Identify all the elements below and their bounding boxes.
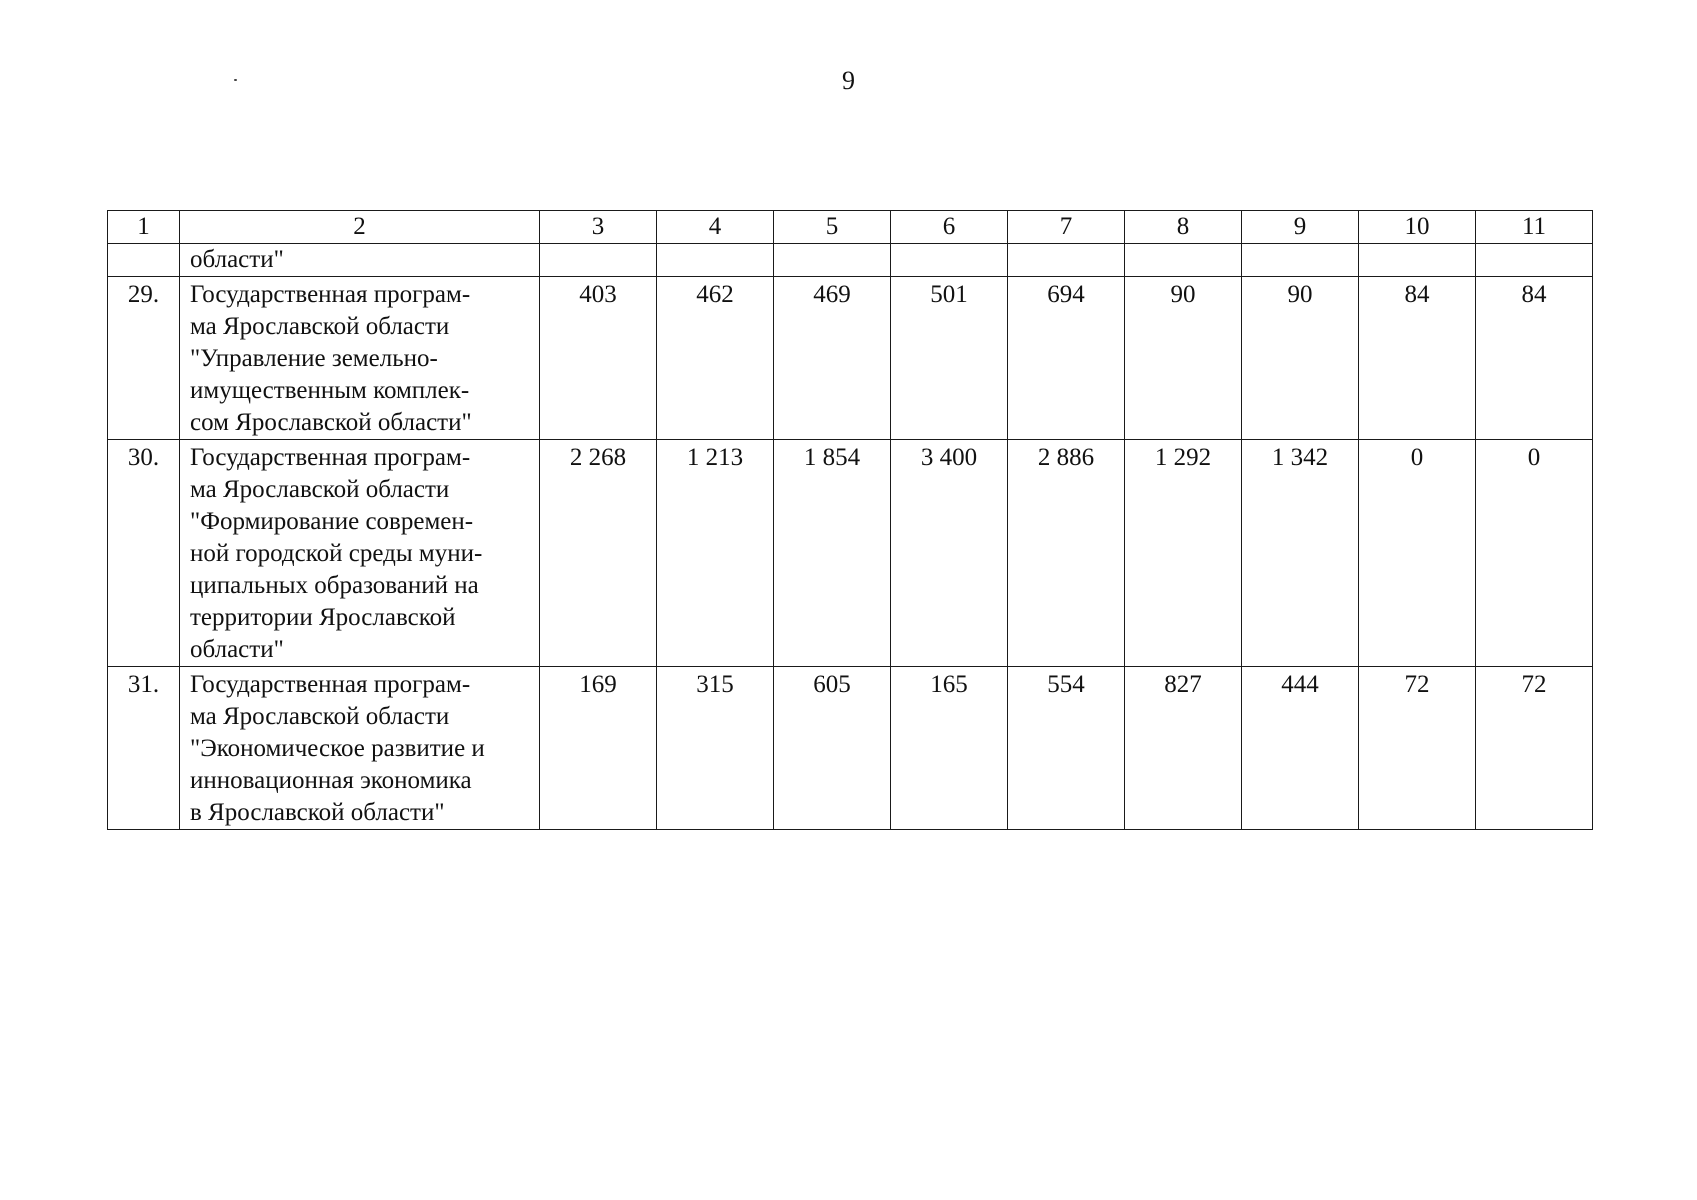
header-cell: 8 <box>1125 211 1242 244</box>
value-cell <box>540 244 657 277</box>
header-cell: 11 <box>1476 211 1593 244</box>
program-name-line: Государственная програм- <box>190 444 471 471</box>
value-cell <box>774 244 891 277</box>
program-name-cell <box>180 667 540 830</box>
header-cell: 3 <box>540 211 657 244</box>
program-name-line: ма Ярославской области <box>190 703 450 730</box>
table-row-continuation <box>108 244 1593 277</box>
program-name-line: ма Ярославской области <box>190 313 450 340</box>
value-cell <box>657 244 774 277</box>
value-cell: 1 292 <box>1125 440 1242 667</box>
program-name-line: территории Ярославской <box>190 604 456 631</box>
value-cell: 554 <box>1008 667 1125 830</box>
value-cell: 3 400 <box>891 440 1008 667</box>
program-name-line: "Управление земельно- <box>190 345 438 372</box>
value-cell: 0 <box>1476 440 1593 667</box>
table-row <box>108 667 1593 830</box>
value-cell: 72 <box>1359 667 1476 830</box>
program-name-line: области" <box>190 636 284 663</box>
value-cell: 90 <box>1125 277 1242 440</box>
value-cell <box>1359 244 1476 277</box>
value-cell: 605 <box>774 667 891 830</box>
program-name-line: "Экономическое развитие и <box>190 735 485 762</box>
value-cell: 90 <box>1242 277 1359 440</box>
page-number: 9 <box>842 66 855 95</box>
value-cell: 2 886 <box>1008 440 1125 667</box>
program-name-line: в Ярославской области" <box>190 799 445 826</box>
value-cell <box>1476 244 1593 277</box>
header-cell: 1 <box>108 211 180 244</box>
program-name-line: ной городской среды муни- <box>190 540 483 567</box>
value-cell: 403 <box>540 277 657 440</box>
program-name-line: "Формирование современ- <box>190 508 474 535</box>
program-name-line: инновационная экономика <box>190 767 472 794</box>
value-cell: 165 <box>891 667 1008 830</box>
table-row <box>108 277 1593 440</box>
program-name-line: Государственная програм- <box>190 671 471 698</box>
header-cell: 6 <box>891 211 1008 244</box>
value-cell: 469 <box>774 277 891 440</box>
value-cell <box>1008 244 1125 277</box>
program-name-line: Государственная програм- <box>190 281 471 308</box>
value-cell: 72 <box>1476 667 1593 830</box>
program-name-line: ма Ярославской области <box>190 476 450 503</box>
program-name-line: ципальных образований на <box>190 572 479 599</box>
value-cell: 0 <box>1359 440 1476 667</box>
value-cell <box>1125 244 1242 277</box>
value-cell: 1 854 <box>774 440 891 667</box>
value-cell: 444 <box>1242 667 1359 830</box>
value-cell: 1 213 <box>657 440 774 667</box>
row-number-cell: 30. <box>108 440 180 667</box>
value-cell: 827 <box>1125 667 1242 830</box>
program-name-cell: области" <box>180 244 540 277</box>
header-cell: 10 <box>1359 211 1476 244</box>
data-table <box>107 210 1593 830</box>
program-name-line: имущественным комплек- <box>190 377 470 404</box>
value-cell <box>1242 244 1359 277</box>
header-cell: 5 <box>774 211 891 244</box>
value-cell: 462 <box>657 277 774 440</box>
table-row <box>108 440 1593 667</box>
value-cell: 694 <box>1008 277 1125 440</box>
table-header-row <box>108 211 1593 244</box>
value-cell: 501 <box>891 277 1008 440</box>
program-name-cell <box>180 277 540 440</box>
header-cell: 9 <box>1242 211 1359 244</box>
value-cell: 1 342 <box>1242 440 1359 667</box>
row-number-cell: 29. <box>108 277 180 440</box>
row-number-cell: 31. <box>108 667 180 830</box>
row-number-cell <box>108 244 180 277</box>
program-name-line: сом Ярославской области" <box>190 409 472 436</box>
scan-speck <box>234 79 237 81</box>
value-cell <box>891 244 1008 277</box>
program-name-cell <box>180 440 540 667</box>
header-cell: 7 <box>1008 211 1125 244</box>
header-cell: 4 <box>657 211 774 244</box>
value-cell: 315 <box>657 667 774 830</box>
value-cell: 2 268 <box>540 440 657 667</box>
value-cell: 169 <box>540 667 657 830</box>
header-cell: 2 <box>180 211 540 244</box>
value-cell: 84 <box>1359 277 1476 440</box>
value-cell: 84 <box>1476 277 1593 440</box>
